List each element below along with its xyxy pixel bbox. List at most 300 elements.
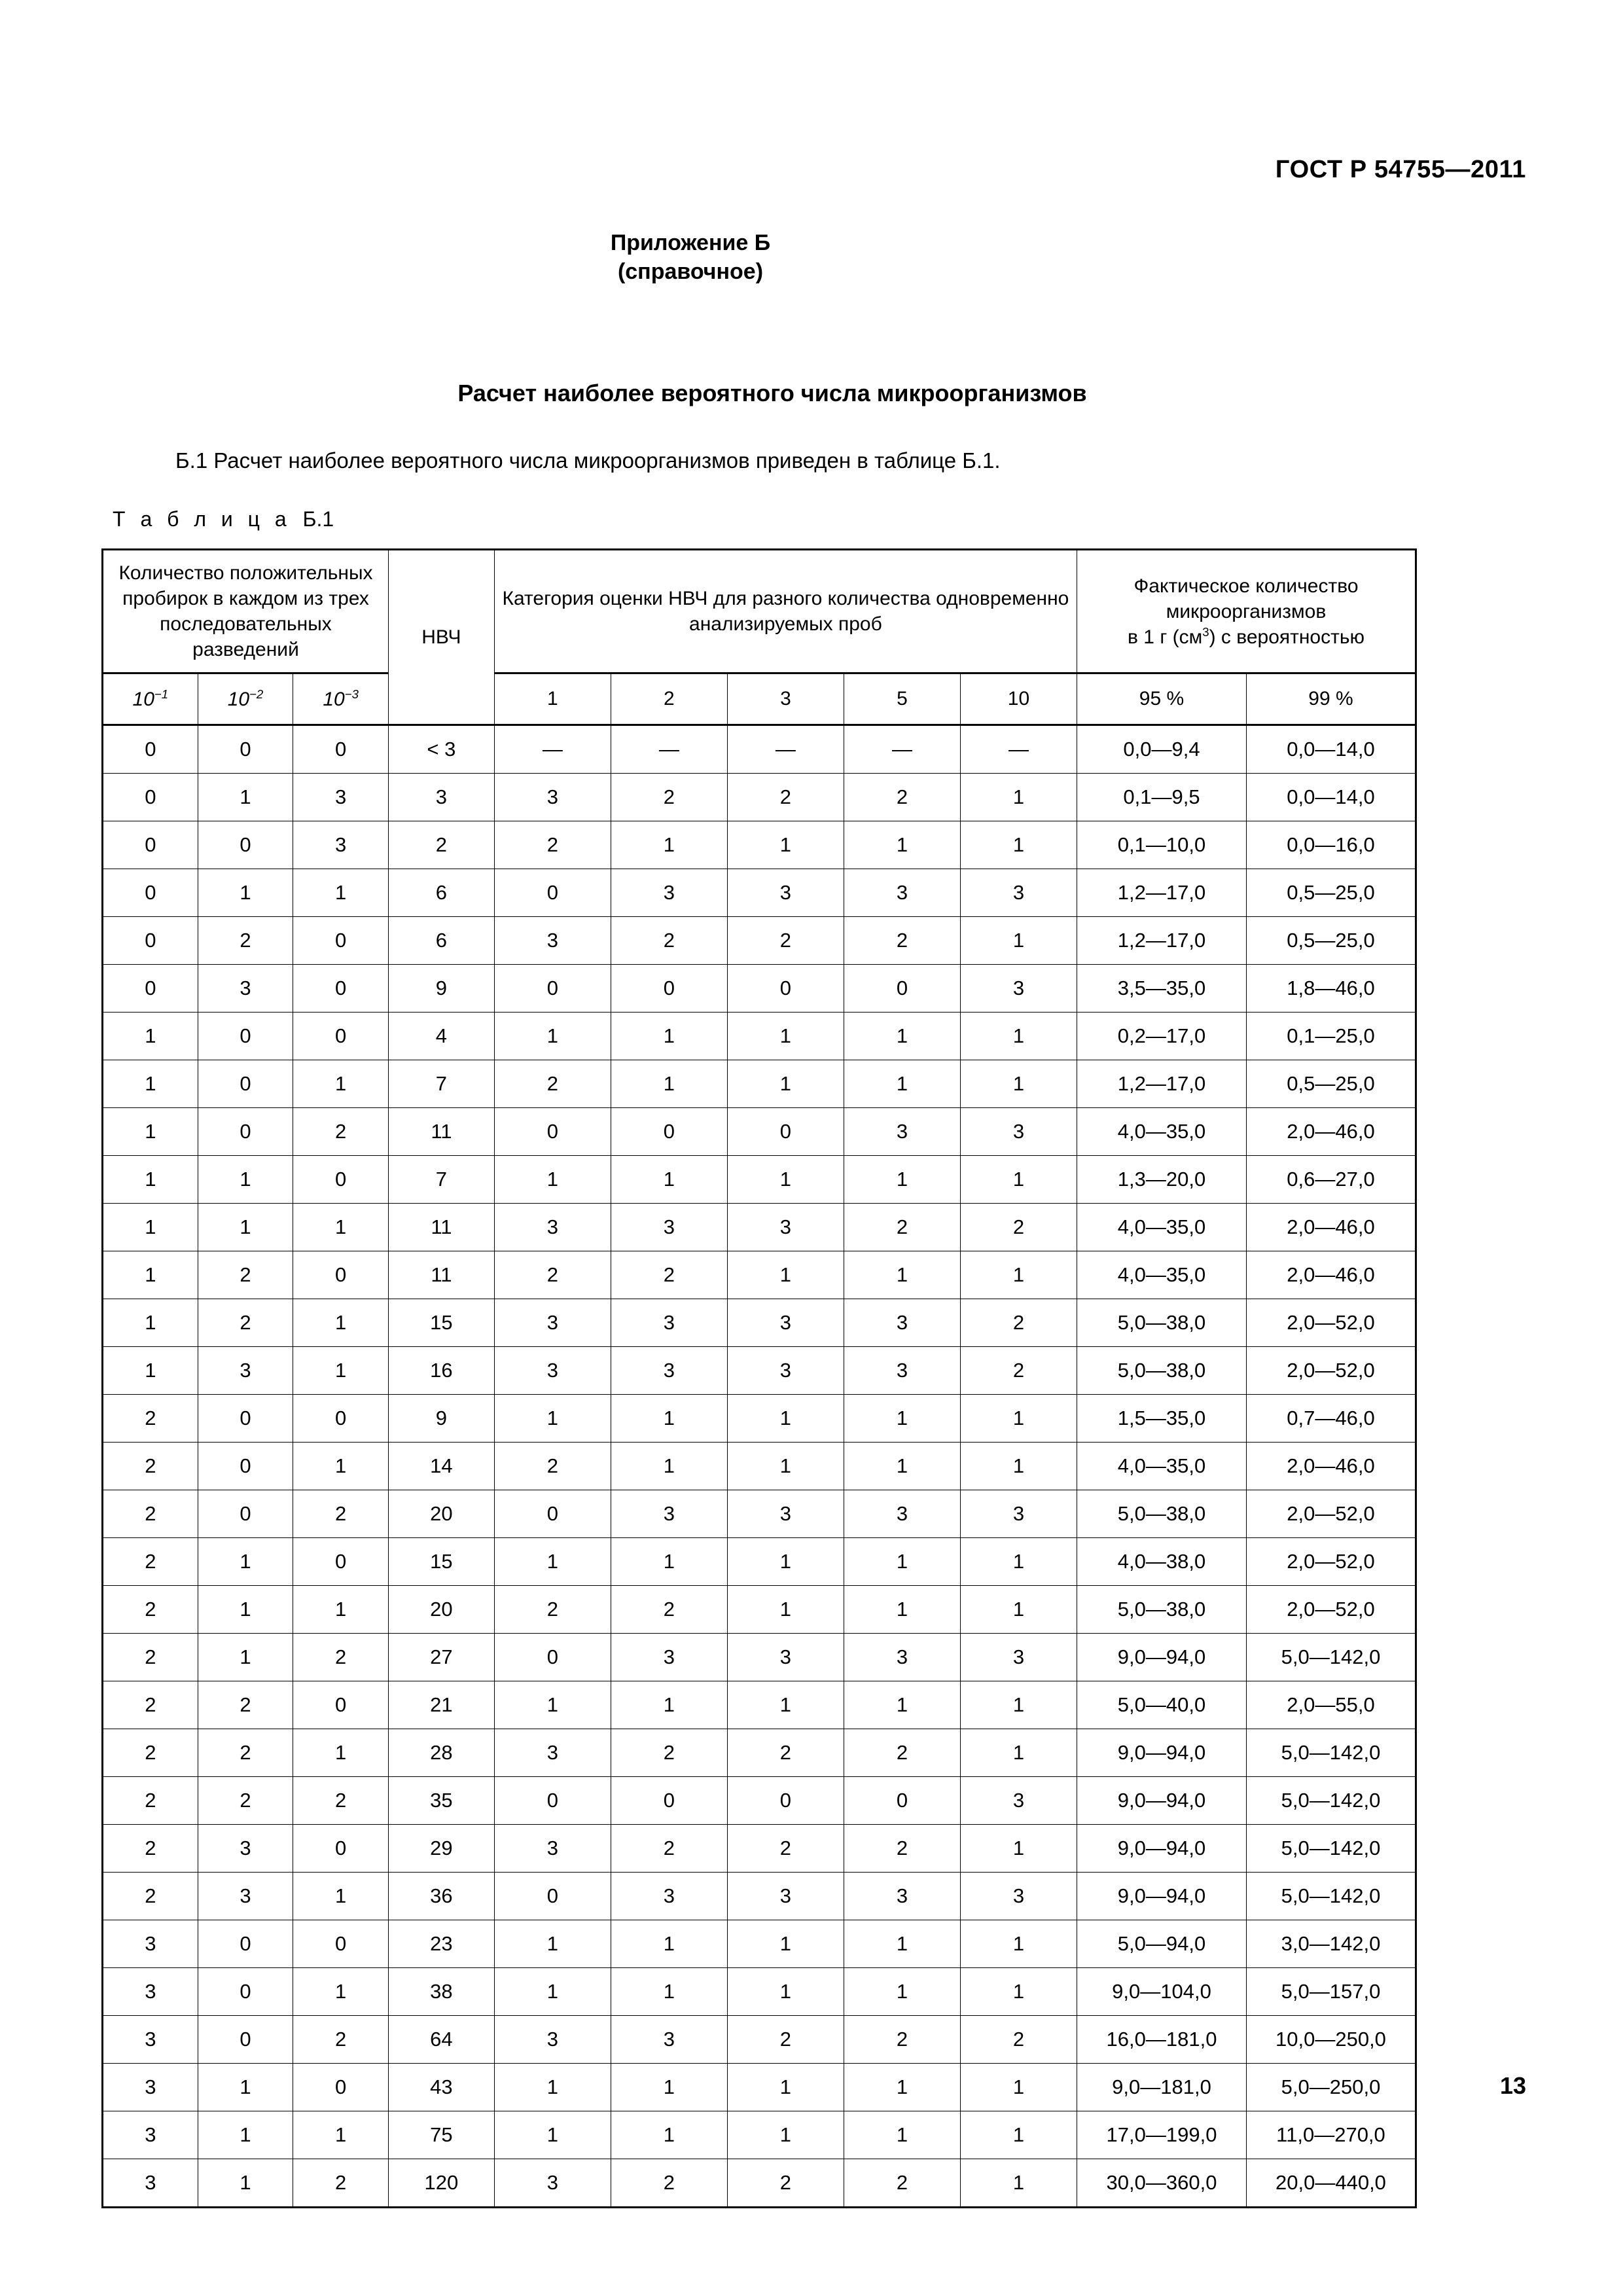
cell-category-3: 3: [727, 1204, 844, 1251]
cell-category-1: 3: [494, 774, 611, 821]
cell-probability-99: 2,0—46,0: [1246, 1108, 1416, 1156]
cell-dilution-1: 1: [103, 1251, 198, 1299]
cell-probability-99: 0,5—25,0: [1246, 1060, 1416, 1108]
cell-probability-95: 30,0—360,0: [1077, 2159, 1247, 2208]
table-row: [103, 1347, 1416, 1395]
cell-mpn: 20: [388, 1586, 494, 1634]
table-row: [103, 2016, 1416, 2064]
cell-dilution-3: 1: [293, 1347, 389, 1395]
cell-probability-95: 4,0—35,0: [1077, 1204, 1247, 1251]
cell-category-1: 0: [494, 1777, 611, 1825]
mpn-table: [101, 548, 1417, 2208]
cell-category-1: 1: [494, 2064, 611, 2111]
cell-dilution-3: 0: [293, 1013, 389, 1060]
cell-category-3: 3: [727, 1347, 844, 1395]
cell-probability-95: 16,0—181,0: [1077, 2016, 1247, 2064]
cell-category-2: 1: [611, 2064, 727, 2111]
cell-category-10: 3: [960, 1490, 1077, 1538]
cell-category-5: 3: [844, 869, 960, 917]
cell-category-10: 1: [960, 1013, 1077, 1060]
cell-dilution-3: 0: [293, 725, 389, 774]
cell-mpn: 9: [388, 1395, 494, 1443]
cell-category-5: 3: [844, 1347, 960, 1395]
cell-probability-99: 0,7—46,0: [1246, 1395, 1416, 1443]
cell-dilution-2: 0: [198, 2016, 293, 2064]
cell-category-2: 2: [611, 2159, 727, 2208]
cell-dilution-1: 1: [103, 1156, 198, 1204]
cell-mpn: 75: [388, 2111, 494, 2159]
cell-dilution-2: 3: [198, 1873, 293, 1920]
cell-probability-95: 5,0—38,0: [1077, 1347, 1247, 1395]
cell-mpn: 4: [388, 1013, 494, 1060]
cell-category-2: 2: [611, 1729, 727, 1777]
header-actual-line1: Фактическое количество: [1133, 575, 1359, 597]
cell-category-10: 1: [960, 1920, 1077, 1968]
cell-dilution-3: 2: [293, 2159, 389, 2208]
cell-probability-95: 5,0—94,0: [1077, 1920, 1247, 1968]
cell-mpn: 64: [388, 2016, 494, 2064]
cell-mpn: 15: [388, 1538, 494, 1586]
cell-dilution-2: 2: [198, 1777, 293, 1825]
cell-category-3: 1: [727, 1968, 844, 2016]
cell-dilution-1: 1: [103, 1204, 198, 1251]
cell-category-10: 1: [960, 1681, 1077, 1729]
cell-probability-95: 4,0—35,0: [1077, 1443, 1247, 1490]
cell-category-1: 2: [494, 1586, 611, 1634]
cell-category-1: 2: [494, 1060, 611, 1108]
cell-dilution-2: 1: [198, 1204, 293, 1251]
cell-category-5: —: [844, 725, 960, 774]
subheader-category-1: 1: [494, 673, 611, 725]
annex-title: Приложение Б: [610, 230, 771, 255]
cell-dilution-3: 2: [293, 1490, 389, 1538]
annex-heading: [0, 229, 1623, 286]
table-header-row-sub: [103, 673, 1416, 725]
cell-mpn: 16: [388, 1347, 494, 1395]
cell-probability-95: 0,1—9,5: [1077, 774, 1247, 821]
cell-category-5: 2: [844, 917, 960, 965]
cell-dilution-2: 2: [198, 1251, 293, 1299]
cell-probability-95: 1,2—17,0: [1077, 917, 1247, 965]
cell-dilution-1: 2: [103, 1443, 198, 1490]
cell-mpn: 11: [388, 1108, 494, 1156]
cell-dilution-2: 1: [198, 2064, 293, 2111]
cell-category-2: 1: [611, 1395, 727, 1443]
cell-probability-99: 0,0—14,0: [1246, 725, 1416, 774]
cell-dilution-3: 0: [293, 1920, 389, 1968]
cell-dilution-1: 2: [103, 1777, 198, 1825]
cell-probability-99: 5,0—142,0: [1246, 1729, 1416, 1777]
cell-category-1: 1: [494, 1920, 611, 1968]
cell-category-3: 1: [727, 1681, 844, 1729]
cell-mpn: 6: [388, 917, 494, 965]
header-actual-line2: микроорганизмов: [1166, 600, 1327, 622]
cell-category-2: 3: [611, 1347, 727, 1395]
cell-category-3: 3: [727, 1634, 844, 1681]
cell-category-10: —: [960, 725, 1077, 774]
cell-category-10: 2: [960, 2016, 1077, 2064]
cell-dilution-3: 1: [293, 1443, 389, 1490]
cell-dilution-1: 2: [103, 1681, 198, 1729]
cell-category-5: 3: [844, 1299, 960, 1347]
cell-category-1: 1: [494, 2111, 611, 2159]
cell-category-2: 2: [611, 917, 727, 965]
cell-category-10: 1: [960, 1395, 1077, 1443]
header-mpn: НВЧ: [388, 550, 494, 725]
table-row: [103, 1251, 1416, 1299]
cell-category-2: 1: [611, 2111, 727, 2159]
cell-mpn: 29: [388, 1825, 494, 1873]
cell-category-10: 1: [960, 1251, 1077, 1299]
cell-category-10: 3: [960, 1777, 1077, 1825]
cell-probability-95: 5,0—38,0: [1077, 1299, 1247, 1347]
cell-category-2: 2: [611, 774, 727, 821]
cell-category-2: 0: [611, 965, 727, 1013]
cell-category-2: 1: [611, 1920, 727, 1968]
cell-probability-99: 0,6—27,0: [1246, 1156, 1416, 1204]
table-row: [103, 1156, 1416, 1204]
cell-probability-99: 10,0—250,0: [1246, 2016, 1416, 2064]
cell-category-3: 1: [727, 1920, 844, 1968]
cell-category-5: 1: [844, 1920, 960, 1968]
cell-probability-99: 0,5—25,0: [1246, 869, 1416, 917]
cell-category-1: 3: [494, 1204, 611, 1251]
cell-category-5: 0: [844, 965, 960, 1013]
cell-probability-95: 4,0—35,0: [1077, 1108, 1247, 1156]
cell-category-10: 1: [960, 1586, 1077, 1634]
cell-category-5: 2: [844, 1825, 960, 1873]
cell-category-2: 2: [611, 1586, 727, 1634]
cell-mpn: 38: [388, 1968, 494, 2016]
header-actual-superscript: 3: [1202, 624, 1209, 639]
cell-probability-99: 5,0—250,0: [1246, 2064, 1416, 2111]
cell-category-3: 0: [727, 965, 844, 1013]
cell-category-5: 3: [844, 1108, 960, 1156]
cell-dilution-2: 1: [198, 869, 293, 917]
cell-probability-95: 0,2—17,0: [1077, 1013, 1247, 1060]
cell-category-3: 2: [727, 1729, 844, 1777]
cell-probability-95: 9,0—94,0: [1077, 1634, 1247, 1681]
cell-probability-95: 9,0—94,0: [1077, 1825, 1247, 1873]
cell-category-5: 1: [844, 2064, 960, 2111]
cell-probability-99: 2,0—55,0: [1246, 1681, 1416, 1729]
cell-category-5: 3: [844, 1634, 960, 1681]
cell-probability-99: 5,0—142,0: [1246, 1777, 1416, 1825]
cell-category-1: 3: [494, 1299, 611, 1347]
cell-probability-99: 11,0—270,0: [1246, 2111, 1416, 2159]
cell-mpn: 35: [388, 1777, 494, 1825]
page-title: Расчет наиболее вероятного числа микроорганизмов: [457, 380, 1087, 406]
cell-probability-99: 2,0—52,0: [1246, 1586, 1416, 1634]
cell-probability-95: 1,2—17,0: [1077, 1060, 1247, 1108]
cell-probability-95: 9,0—94,0: [1077, 1729, 1247, 1777]
cell-dilution-2: 0: [198, 1060, 293, 1108]
cell-category-5: 2: [844, 1729, 960, 1777]
cell-probability-99: 0,0—16,0: [1246, 821, 1416, 869]
table-row: [103, 1395, 1416, 1443]
cell-category-1: 3: [494, 917, 611, 965]
cell-category-1: 0: [494, 1490, 611, 1538]
cell-dilution-2: 1: [198, 1634, 293, 1681]
cell-dilution-2: 3: [198, 965, 293, 1013]
cell-probability-95: 17,0—199,0: [1077, 2111, 1247, 2159]
cell-dilution-1: 3: [103, 1920, 198, 1968]
standard-header: ГОСТ Р 54755—2011: [1275, 156, 1526, 183]
cell-dilution-2: 2: [198, 917, 293, 965]
cell-category-10: 1: [960, 917, 1077, 965]
cell-mpn: 28: [388, 1729, 494, 1777]
cell-category-5: 1: [844, 1013, 960, 1060]
cell-category-3: 0: [727, 1777, 844, 1825]
cell-dilution-2: 0: [198, 725, 293, 774]
cell-category-2: 1: [611, 1156, 727, 1204]
cell-dilution-1: 3: [103, 2016, 198, 2064]
header-dilutions-group: Количество положительных пробирок в каждом из трех последовательных разведений: [103, 550, 389, 673]
cell-dilution-3: 1: [293, 2111, 389, 2159]
cell-category-10: 3: [960, 965, 1077, 1013]
cell-category-3: 2: [727, 2016, 844, 2064]
cell-dilution-3: 0: [293, 1825, 389, 1873]
cell-category-2: 1: [611, 1968, 727, 2016]
cell-dilution-3: 2: [293, 2016, 389, 2064]
cell-category-3: 1: [727, 1586, 844, 1634]
cell-category-5: 1: [844, 1968, 960, 2016]
cell-probability-99: 5,0—157,0: [1246, 1968, 1416, 2016]
cell-dilution-3: 3: [293, 774, 389, 821]
cell-category-10: 1: [960, 774, 1077, 821]
cell-category-3: 3: [727, 869, 844, 917]
cell-dilution-1: 3: [103, 2111, 198, 2159]
cell-category-1: 3: [494, 2016, 611, 2064]
cell-dilution-3: 1: [293, 1586, 389, 1634]
cell-mpn: 11: [388, 1251, 494, 1299]
cell-mpn: 20: [388, 1490, 494, 1538]
cell-category-3: 1: [727, 1251, 844, 1299]
cell-mpn: < 3: [388, 725, 494, 774]
cell-dilution-1: 2: [103, 1634, 198, 1681]
cell-category-10: 1: [960, 2159, 1077, 2208]
cell-dilution-3: 0: [293, 1538, 389, 1586]
cell-category-2: 3: [611, 2016, 727, 2064]
cell-category-3: 1: [727, 2064, 844, 2111]
table-row: [103, 1920, 1416, 1968]
cell-category-5: 1: [844, 1156, 960, 1204]
cell-dilution-1: 2: [103, 1729, 198, 1777]
table-head: [103, 550, 1416, 725]
annex-subtitle: (справочное): [617, 259, 764, 284]
cell-category-3: 2: [727, 1825, 844, 1873]
cell-probability-99: 5,0—142,0: [1246, 1825, 1416, 1873]
cell-dilution-2: 2: [198, 1299, 293, 1347]
cell-category-1: 1: [494, 1013, 611, 1060]
cell-category-10: 1: [960, 1729, 1077, 1777]
cell-mpn: 36: [388, 1873, 494, 1920]
cell-dilution-1: 1: [103, 1299, 198, 1347]
cell-category-5: 2: [844, 2159, 960, 2208]
table-header-row-main: [103, 550, 1416, 673]
cell-category-1: 2: [494, 1251, 611, 1299]
cell-category-2: 1: [611, 1681, 727, 1729]
cell-category-10: 1: [960, 2111, 1077, 2159]
cell-probability-99: 5,0—142,0: [1246, 1873, 1416, 1920]
table-row: [103, 869, 1416, 917]
cell-dilution-2: 1: [198, 1156, 293, 1204]
cell-dilution-1: 1: [103, 1347, 198, 1395]
cell-mpn: 15: [388, 1299, 494, 1347]
header-actual-line3a: в 1 г (см: [1128, 626, 1203, 648]
cell-category-5: 1: [844, 2111, 960, 2159]
subheader-dilution-2: $10^{-2}$: [198, 673, 293, 725]
cell-category-3: 3: [727, 1299, 844, 1347]
cell-dilution-2: 1: [198, 1586, 293, 1634]
cell-probability-95: 1,5—35,0: [1077, 1395, 1247, 1443]
cell-category-2: 0: [611, 1777, 727, 1825]
cell-probability-95: 5,0—38,0: [1077, 1490, 1247, 1538]
cell-dilution-3: 0: [293, 1156, 389, 1204]
cell-category-5: 1: [844, 1395, 960, 1443]
cell-category-3: 1: [727, 1538, 844, 1586]
cell-mpn: 120: [388, 2159, 494, 2208]
cell-mpn: 7: [388, 1156, 494, 1204]
cell-category-10: 3: [960, 1634, 1077, 1681]
cell-category-1: 3: [494, 2159, 611, 2208]
cell-dilution-3: 1: [293, 1299, 389, 1347]
cell-probability-99: 5,0—142,0: [1246, 1634, 1416, 1681]
header-actual-line3b: ) с вероятностью: [1209, 626, 1364, 648]
cell-probability-95: 4,0—38,0: [1077, 1538, 1247, 1586]
cell-probability-99: 2,0—46,0: [1246, 1443, 1416, 1490]
table-caption-number: Б.1: [302, 507, 334, 531]
cell-dilution-1: 2: [103, 1490, 198, 1538]
cell-category-3: 3: [727, 1873, 844, 1920]
cell-category-3: 1: [727, 1013, 844, 1060]
subheader-dilution-1: $10^{-1}$: [103, 673, 198, 725]
cell-dilution-1: 3: [103, 1968, 198, 2016]
table-row: [103, 2111, 1416, 2159]
cell-category-2: 1: [611, 821, 727, 869]
cell-category-5: 1: [844, 1586, 960, 1634]
table-row: [103, 1825, 1416, 1873]
table-row: [103, 1204, 1416, 1251]
subheader-probability-99: 99 %: [1246, 673, 1416, 725]
cell-category-1: 1: [494, 1681, 611, 1729]
cell-probability-99: 1,8—46,0: [1246, 965, 1416, 1013]
cell-category-3: 1: [727, 1060, 844, 1108]
cell-dilution-1: 0: [103, 869, 198, 917]
table-row: [103, 1586, 1416, 1634]
cell-mpn: 27: [388, 1634, 494, 1681]
cell-dilution-2: 0: [198, 1920, 293, 1968]
cell-probability-99: 2,0—52,0: [1246, 1347, 1416, 1395]
table-row: [103, 1490, 1416, 1538]
header-category-group: Категория оценки НВЧ для разного количества одновременно анализируемых проб: [494, 550, 1077, 673]
cell-dilution-2: 0: [198, 1490, 293, 1538]
cell-category-2: 3: [611, 869, 727, 917]
cell-probability-99: 2,0—46,0: [1246, 1251, 1416, 1299]
table-row: [103, 1299, 1416, 1347]
cell-category-3: 2: [727, 774, 844, 821]
table-row: [103, 1968, 1416, 2016]
cell-category-2: 0: [611, 1108, 727, 1156]
cell-probability-99: 20,0—440,0: [1246, 2159, 1416, 2208]
cell-category-10: 1: [960, 2064, 1077, 2111]
table-caption-prefix: Т а б л и ц а: [113, 507, 291, 531]
cell-category-3: —: [727, 725, 844, 774]
cell-mpn: 14: [388, 1443, 494, 1490]
cell-dilution-3: 1: [293, 1204, 389, 1251]
subheader-category-10: 10: [960, 673, 1077, 725]
cell-mpn: 23: [388, 1920, 494, 1968]
table-row: [103, 1681, 1416, 1729]
cell-category-2: 3: [611, 1490, 727, 1538]
cell-category-3: 3: [727, 1490, 844, 1538]
cell-dilution-3: 2: [293, 1634, 389, 1681]
cell-dilution-2: 0: [198, 821, 293, 869]
cell-category-1: 1: [494, 1156, 611, 1204]
cell-category-3: 2: [727, 2159, 844, 2208]
cell-probability-95: 5,0—40,0: [1077, 1681, 1247, 1729]
cell-dilution-2: 2: [198, 1681, 293, 1729]
mpn-table-container: [101, 548, 1417, 2208]
table-row: [103, 1777, 1416, 1825]
cell-category-3: 1: [727, 1156, 844, 1204]
cell-category-5: 1: [844, 821, 960, 869]
cell-category-10: 1: [960, 1156, 1077, 1204]
table-row: [103, 1108, 1416, 1156]
cell-dilution-3: 0: [293, 917, 389, 965]
cell-dilution-2: 1: [198, 1538, 293, 1586]
cell-dilution-2: 0: [198, 1443, 293, 1490]
cell-category-1: 2: [494, 1443, 611, 1490]
cell-category-1: 3: [494, 1825, 611, 1873]
intro-paragraph: Б.1 Расчет наиболее вероятного числа микроорганизмов приведен в таблице Б.1.: [175, 448, 1001, 473]
cell-dilution-3: 0: [293, 1681, 389, 1729]
cell-dilution-2: 1: [198, 774, 293, 821]
cell-mpn: 21: [388, 1681, 494, 1729]
cell-dilution-1: 1: [103, 1060, 198, 1108]
cell-category-2: 2: [611, 1251, 727, 1299]
cell-dilution-1: 2: [103, 1395, 198, 1443]
subheader-category-5: 5: [844, 673, 960, 725]
cell-category-10: 2: [960, 1299, 1077, 1347]
table-row: [103, 821, 1416, 869]
cell-probability-95: 5,0—38,0: [1077, 1586, 1247, 1634]
cell-category-1: 0: [494, 965, 611, 1013]
cell-category-1: 0: [494, 1873, 611, 1920]
cell-probability-99: 3,0—142,0: [1246, 1920, 1416, 1968]
cell-probability-95: 9,0—181,0: [1077, 2064, 1247, 2111]
table-row: [103, 1443, 1416, 1490]
table-row: [103, 2159, 1416, 2208]
cell-category-10: 1: [960, 821, 1077, 869]
cell-category-1: 3: [494, 1347, 611, 1395]
cell-category-3: 1: [727, 1395, 844, 1443]
cell-category-2: 2: [611, 1825, 727, 1873]
cell-category-5: 1: [844, 1251, 960, 1299]
cell-dilution-2: 2: [198, 1729, 293, 1777]
cell-category-3: 0: [727, 1108, 844, 1156]
table-row: [103, 1013, 1416, 1060]
cell-mpn: 6: [388, 869, 494, 917]
cell-dilution-1: 1: [103, 1013, 198, 1060]
table-row: [103, 1729, 1416, 1777]
cell-probability-99: 0,0—14,0: [1246, 774, 1416, 821]
cell-dilution-2: 1: [198, 2159, 293, 2208]
cell-dilution-2: 0: [198, 1395, 293, 1443]
cell-category-10: 1: [960, 1825, 1077, 1873]
table-row: [103, 1634, 1416, 1681]
cell-category-3: 1: [727, 821, 844, 869]
